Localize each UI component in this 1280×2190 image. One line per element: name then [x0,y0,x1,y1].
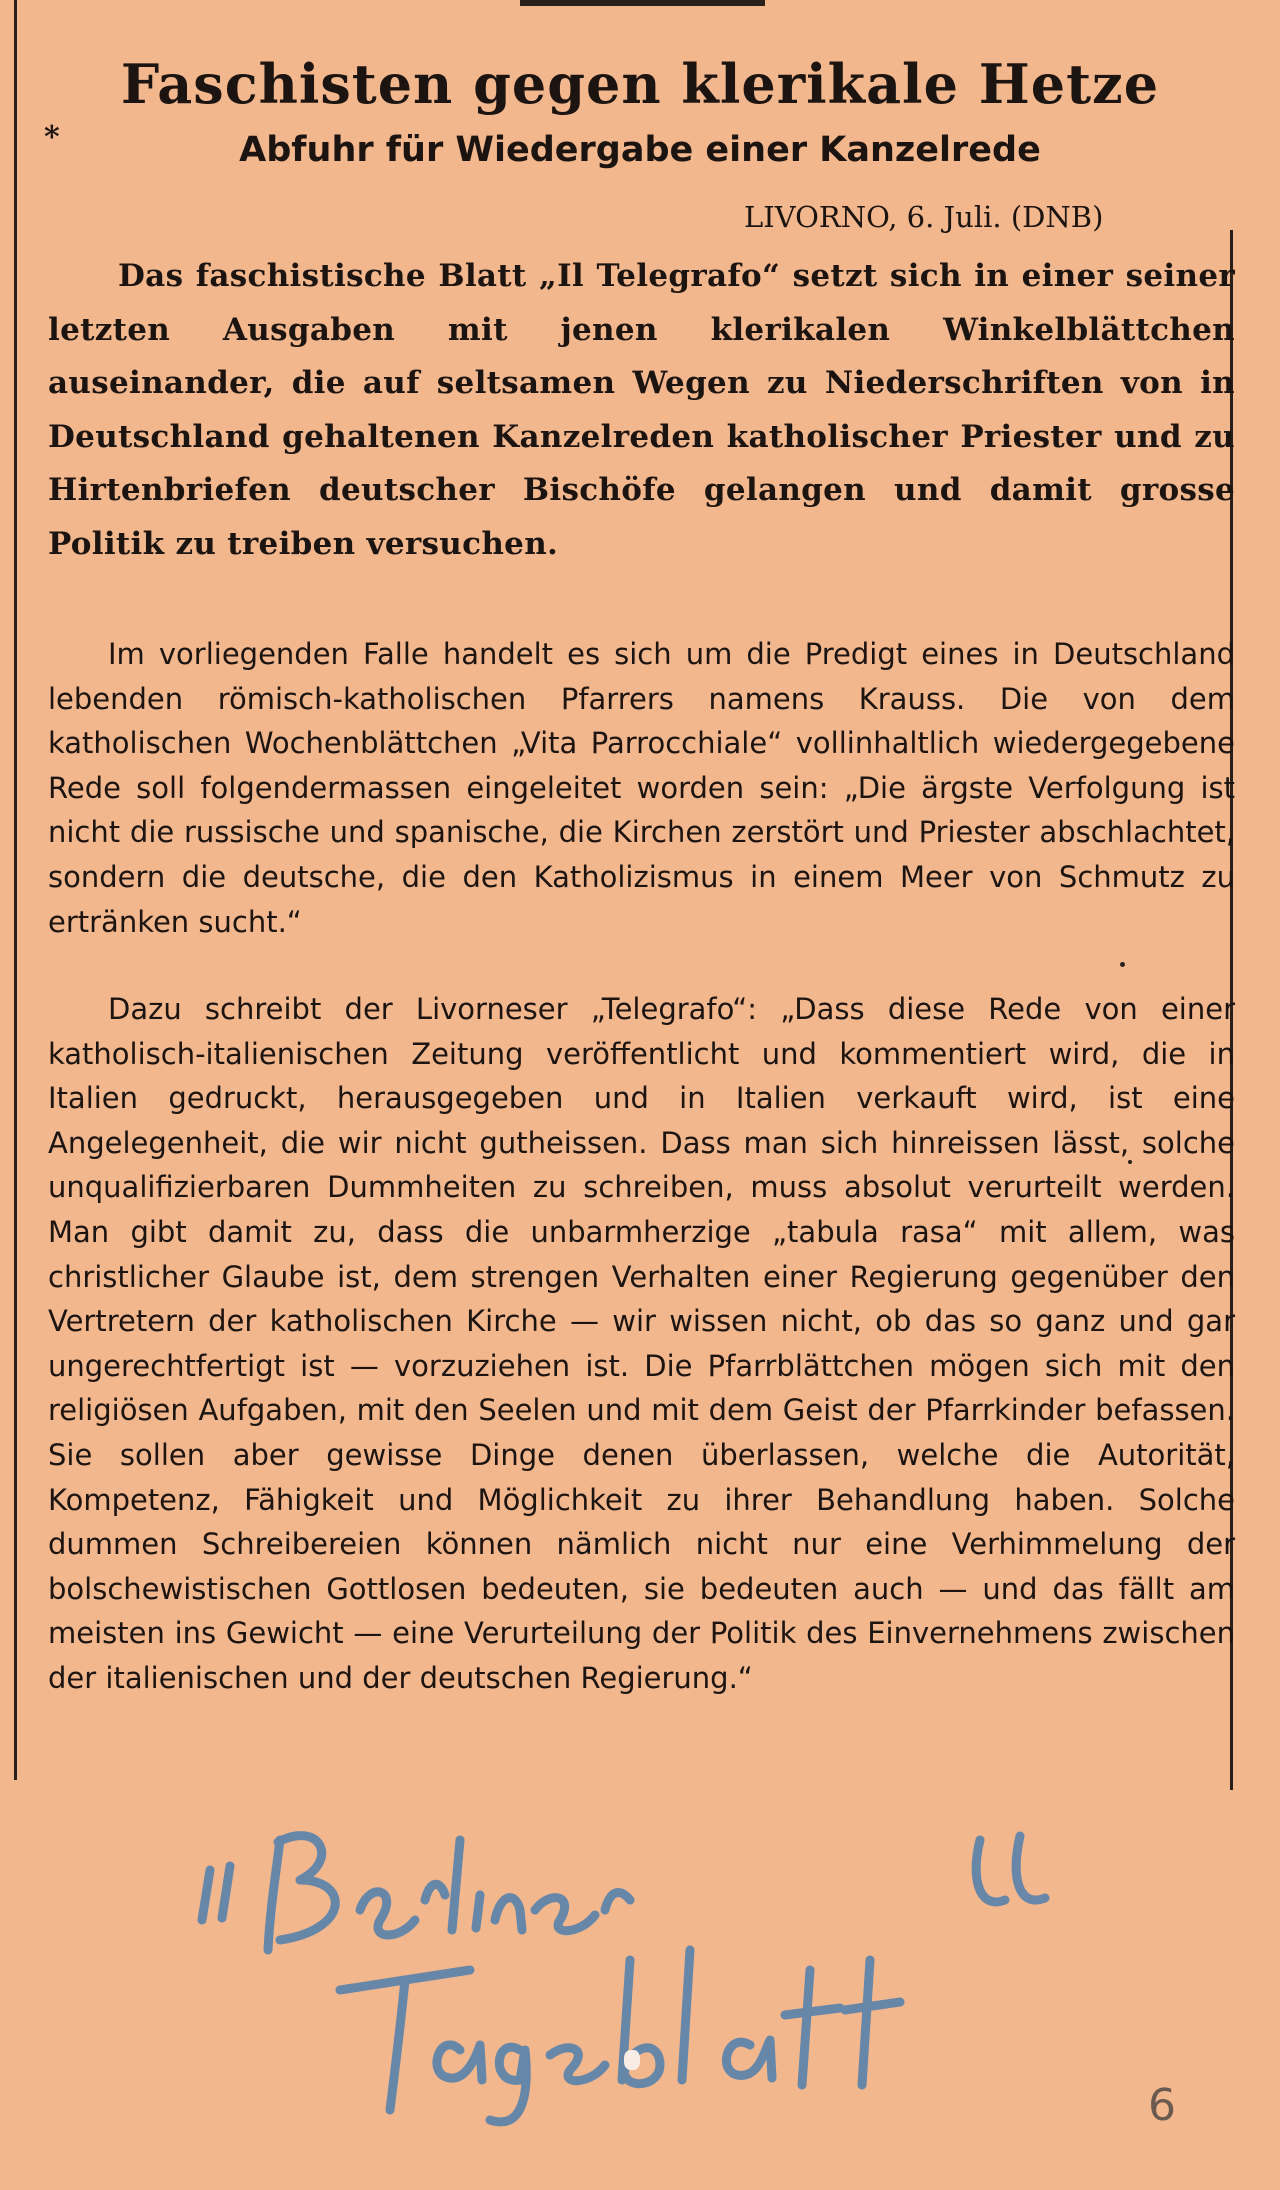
page-number: 6 [1148,2080,1176,2131]
paper-defect [624,2050,640,2070]
article-lead-paragraph: Das faschistische Blatt „Il Telegrafo“ setzt sich in einer seiner letzten Ausgaben mit jenen klerikalen Winkelblättchen auseinander, die auf seltsamen Wegen zu Niederschriften von in Deutschland gehaltenen Kanzelreden katholischer Priester und zu Hirtenbriefen deutscher Bischöfe gelangen und damit grosse Politik zu treiben versuchen. [48,258,1235,562]
article-paragraph-2: Dazu schreibt der Livorneser „Telegrafo“: „Dass diese Rede von einer katholisch-italienischen Zeitung veröffentlicht und kommentiert wird, die in Italien gedruckt, herausgegeben und in Italien verkauft wird, ist eine Angelegenheit, die wir nicht gutheissen. Dass man sich hinreissen lässt, solche unqualifizierbaren Dummheiten zu schreiben, muss absolut verurteilt werden. Man gibt damit zu, dass die unbarmherzige „tabula rasa“ mit allem, was christlicher Glaube ist, dem strengen Verhalten einer Regierung gegenüber den Vertretern der katholischen Kirche — wir wissen nicht, ob das so ganz und gar ungerechtfertigt ist — vorzuziehen ist. Die Pfarrblättchen mögen sich mit den religiösen Aufgaben, mit den Seelen und mit dem Geist der Pfarrkinder befassen. Sie sollen aber gewisse Dinge denen überlassen, welche die Autorität, Kompetenz, Fähigkeit und Möglichkeit zu ihrer Behandlung haben. Solche dummen Schreibereien können nämlich nicht nur eine Verhimmelung der bolschewistischen Gottlosen bedeuten, sie bedeuten auch — und das fällt am meisten ins Gewicht — eine Verurteilung der Politik des Einvernehmens zwischen der italienischen und der deutschen Regierung.“ [48,992,1235,1695]
bullet-mark: * [44,120,60,155]
article-subheadline: Abfuhr für Wiedergabe einer Kanzelrede [239,130,1041,170]
article-paragraph-1: Im vorliegenden Falle handelt es sich um die Predigt eines in Deutschland lebenden römisch-katholischen Pfarrers namens Krauss. Die von dem katholischen Wochenblättchen „Vita Parrocchiale“ vollinhaltlich wiedergegebene Rede soll folgendermassen eingeleitet worden sein: „Die ärgste Verfolgung ist nicht die russische und spanische, die Kirchen zerstört und Priester abschlachtet, sondern die deutsche, die den Katholizismus in einem Meer von Schmutz zu ertränken sucht.“ [48,637,1235,939]
handwritten-note [190,1800,1090,2140]
top-column-rule [520,0,765,6]
left-column-rule [14,0,17,1780]
handwritten-note-text: „ Berliner Tageblatt “ [190,1800,201,1801]
article-headline: Faschisten gegen klerikale Hetze [120,52,1160,116]
ink-speck [1120,962,1125,967]
article-dateline: LIVORNO, 6. Juli. (DNB) [744,200,1104,234]
ink-speck [1128,1160,1132,1164]
